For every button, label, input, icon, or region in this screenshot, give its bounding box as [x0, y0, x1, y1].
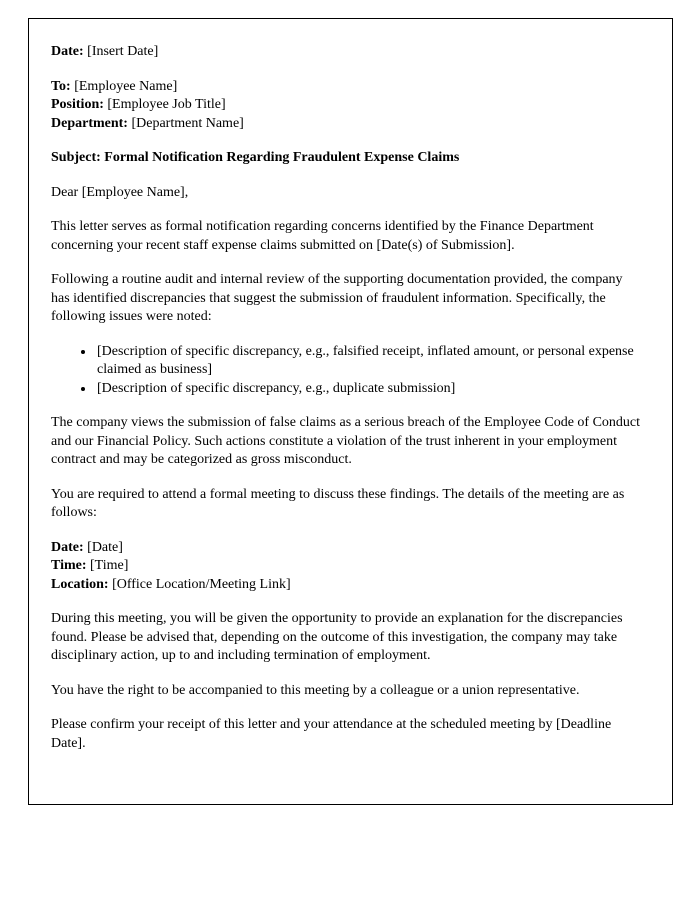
letter-date-label: Date: [51, 44, 84, 59]
meeting-date-label: Date: [51, 539, 84, 555]
paragraph-breach: The company views the submission of false claims as a serious breach of the Employee Code of Conduct and our Financial Policy. Such actions constitute a violation of the trust inherent in your employment contract and may be categorized as gross misconduct. [51, 415, 641, 467]
recipient-department-line [51, 115, 644, 134]
meeting-date-value: [Date] [83, 539, 123, 555]
paragraph-meeting-intro: You are required to attend a formal meeting to discuss these findings. The details of the meeting are as follows: [51, 486, 625, 520]
discrepancy-item: • [Description of specific discrepancy, e.g., duplicate submission] [95, 380, 644, 399]
salutation: Dear [Employee Name], [51, 184, 189, 200]
meeting-time-value: [Time] [86, 558, 129, 573]
discrepancy-list [51, 343, 644, 399]
meeting-time-line [51, 557, 644, 576]
recipient-department-value: [Department Name] [127, 115, 244, 131]
paragraph-accompany: You have the right to be accompanied to this meeting by a colleague or a union representative. [51, 682, 580, 698]
recipient-to-line [51, 78, 644, 97]
meeting-time-label: Time: [51, 558, 87, 573]
recipient-department-label: Department: [51, 115, 128, 131]
letter-date-value: [Insert Date] [83, 44, 159, 59]
recipient-to-value: [Employee Name] [70, 78, 178, 94]
meeting-location-line [51, 576, 644, 595]
meeting-location-value: [Office Location/Meeting Link] [108, 576, 291, 592]
recipient-position-label: Position: [51, 97, 104, 112]
recipient-block [51, 78, 644, 134]
letter-container [28, 18, 673, 805]
paragraph-outcome: During this meeting, you will be given the opportunity to provide an explanation for the discrepancies found. Please be advised that, depending on the outcome of this investigation, the company may take disciplinary action, up to and including termination of employment. [51, 611, 623, 663]
recipient-position-value: [Employee Job Title] [103, 97, 226, 112]
paragraph-audit: Following a routine audit and internal review of the supporting documentation provided, the company has identified discrepancies that suggest the submission of fraudulent information. Specifically, the following issues were noted: [51, 272, 623, 324]
paragraph-intro: This letter serves as formal notification regarding concerns identified by the Finance Department concerning your recent staff expense claims submitted on [Date(s) of Submission]. [51, 219, 594, 253]
meeting-details-block [51, 539, 644, 595]
subject-line: Subject: Formal Notification Regarding Fraudulent Expense Claims [51, 150, 460, 165]
paragraph-confirm: Please confirm your receipt of this letter and your attendance at the scheduled meeting by [Deadline Date]. [51, 717, 612, 751]
meeting-location-label: Location: [51, 576, 109, 592]
recipient-position-line [51, 96, 644, 115]
recipient-to-label: To: [51, 78, 71, 94]
letter-date-line [51, 43, 644, 62]
meeting-date-line [51, 539, 644, 558]
discrepancy-item: • [Description of specific discrepancy, e.g., falsified receipt, inflated amount, or personal expense claimed as business] [95, 343, 644, 380]
